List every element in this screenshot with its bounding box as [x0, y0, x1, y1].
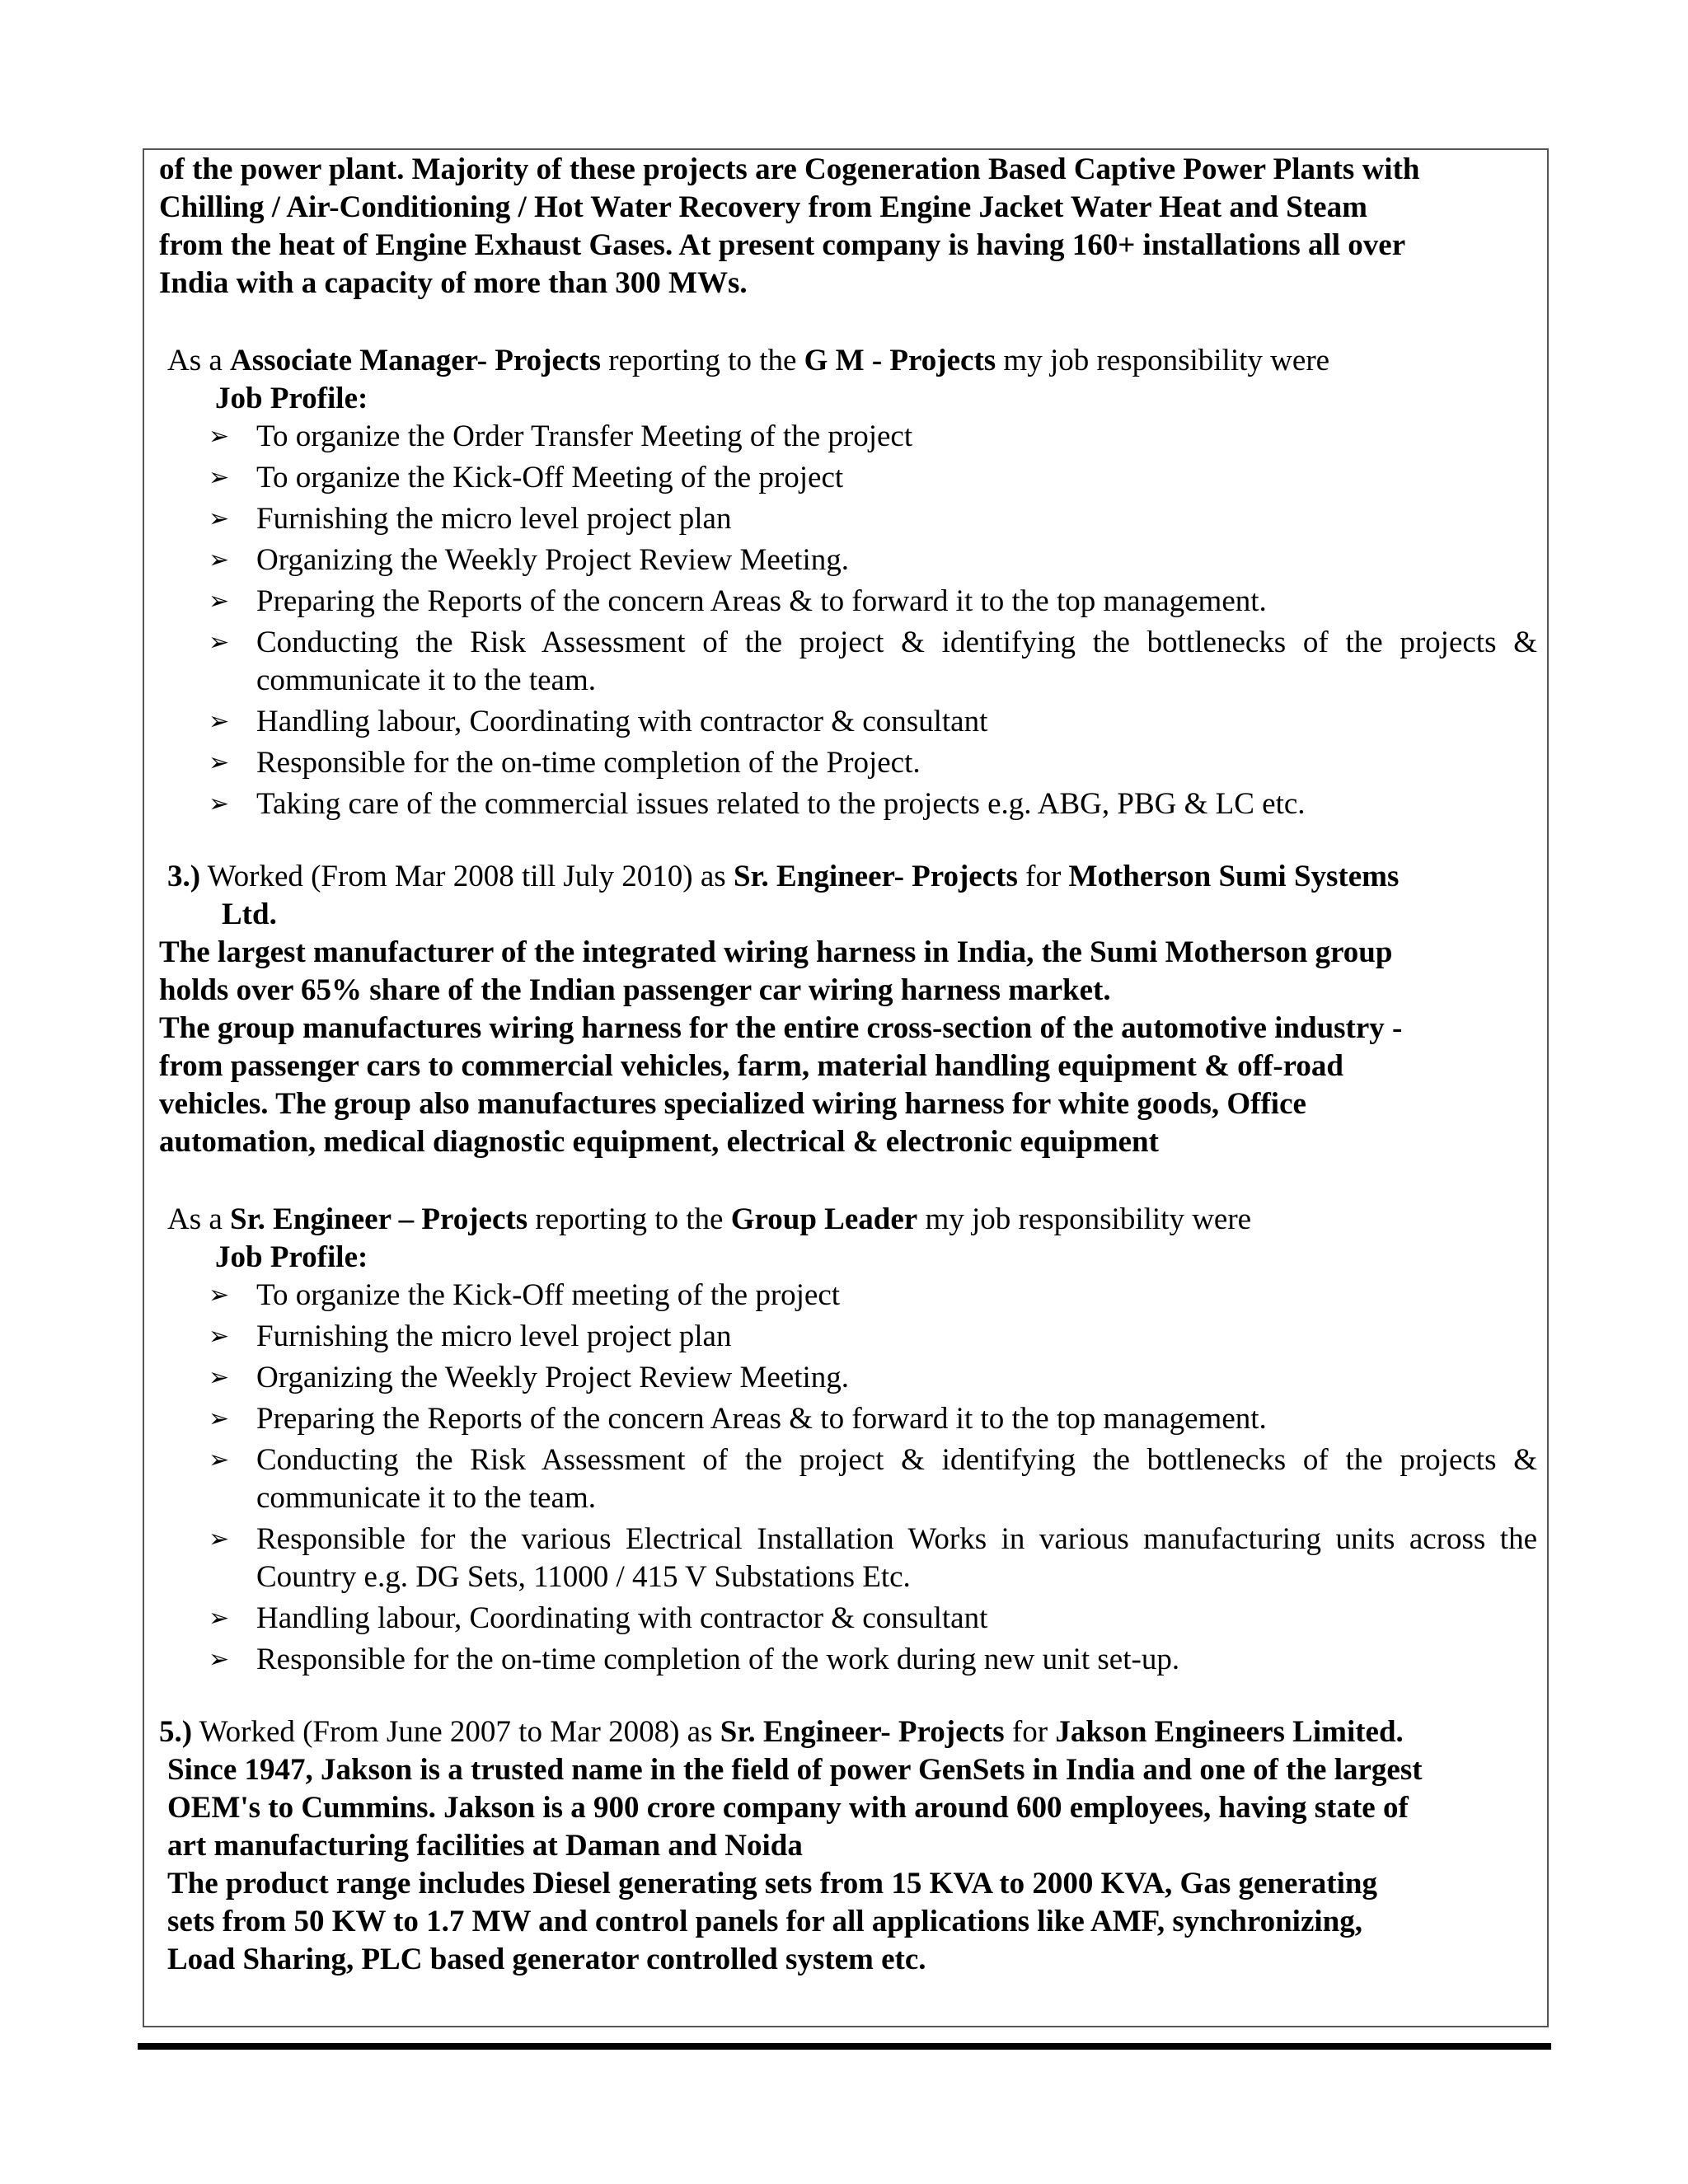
section-title: Sr. Engineer- Projects	[733, 860, 1018, 893]
job-profile-item	[159, 785, 1537, 823]
arrow-bullet-icon: ➢	[209, 1525, 230, 1554]
desc-line: OEM's to Cummins. Jakson is a 900 crore company with around 600 employees, having state of	[167, 1791, 1409, 1825]
role-boss: Group Leader	[730, 1202, 918, 1236]
section-3-description	[159, 934, 1537, 1161]
job-profile-list-1	[159, 418, 1537, 823]
intro-line: from the heat of Engine Exhaust Gases. At present company is having 160+ installations all over	[159, 228, 1406, 262]
job-profile-item-text: Furnishing the micro level project plan	[256, 502, 732, 536]
job-profile-item-text: Organizing the Weekly Project Review Meeting.	[256, 543, 850, 577]
arrow-bullet-icon: ➢	[209, 707, 230, 736]
arrow-bullet-icon: ➢	[209, 1322, 230, 1351]
job-profile-item-text: Taking care of the commercial issues related to the projects e.g. ABG, PBG & LC etc.	[256, 787, 1306, 821]
arrow-bullet-icon: ➢	[209, 1604, 230, 1633]
job-profile-item	[159, 1521, 1537, 1596]
role-mid: reporting to the	[601, 344, 804, 377]
role-suffix: my job responsibility were	[996, 344, 1330, 377]
section-5-heading	[159, 1713, 1537, 1751]
job-profile-item	[159, 1400, 1537, 1438]
section-number: 5.)	[159, 1715, 193, 1749]
job-profile-item	[159, 459, 1537, 497]
role-boss: G M - Projects	[804, 344, 996, 377]
arrow-bullet-icon: ➢	[209, 790, 230, 818]
job-profile-item-text: Responsible for the various Electrical Installation Works in various manufacturing units across the Country e.g. DG Sets, 11000 / 415 V Substations Etc.	[256, 1522, 1537, 1594]
job-profile-item	[159, 703, 1537, 741]
job-profile-item-text: Conducting the Risk Assessment of the project & identifying the bottlenecks of the projects & communicate it to the team.	[256, 626, 1537, 697]
arrow-bullet-icon: ➢	[209, 1404, 230, 1433]
role-mid: reporting to the	[528, 1202, 731, 1236]
section-text: Worked (From June 2007 to Mar 2008) as	[192, 1715, 720, 1749]
company-name: Jakson Engineers Limited.	[1055, 1715, 1404, 1749]
arrow-bullet-icon: ➢	[209, 422, 230, 451]
company-name: Motherson Sumi Systems	[1068, 860, 1400, 893]
section-3-heading	[159, 858, 1537, 934]
desc-line: holds over 65% share of the Indian passenger car wiring harness market.	[159, 973, 1111, 1007]
job-profile-item	[159, 744, 1537, 782]
role-title: Associate Manager- Projects	[230, 344, 602, 377]
desc-line: vehicles. The group also manufactures specialized wiring harness for white goods, Office	[159, 1087, 1306, 1121]
desc-line: from passenger cars to commercial vehicles, farm, material handling equipment & off-road	[159, 1049, 1343, 1083]
job-profile-item	[159, 1441, 1537, 1517]
job-profile-item-text: To organize the Order Transfer Meeting of the project	[256, 419, 913, 453]
role-prefix: As a	[167, 1202, 231, 1236]
job-profile-item	[159, 583, 1537, 621]
desc-line: art manufacturing facilities at Daman and Noida	[167, 1829, 803, 1863]
job-profile-item-text: Responsible for the on-time completion of the work during new unit set-up.	[256, 1643, 1180, 1676]
desc-line: sets from 50 KW to 1.7 MW and control panels for all applications like AMF, synchronizing,	[167, 1905, 1362, 1938]
arrow-bullet-icon: ➢	[209, 546, 230, 574]
job-profile-item-text: To organize the Kick-Off meeting of the project	[256, 1278, 841, 1312]
job-profile-item-text: Preparing the Reports of the concern Areas & to forward it to the top management.	[256, 1402, 1267, 1436]
job-profile-item	[159, 1600, 1537, 1638]
desc-line: automation, medical diagnostic equipment, electrical & electronic equipment	[159, 1125, 1159, 1159]
job-profile-item	[159, 1277, 1537, 1315]
desc-line: Since 1947, Jakson is a trusted name in the field of power GenSets in India and one of the largest	[167, 1753, 1423, 1787]
section-title: Sr. Engineer- Projects	[720, 1715, 1005, 1749]
job-profile-item	[159, 541, 1537, 579]
job-profile-heading-1: Job Profile:	[215, 382, 368, 415]
role-statement-1	[159, 342, 1537, 380]
job-profile-item-text: Handling labour, Coordinating with contractor & consultant	[256, 1601, 988, 1635]
job-profile-item-text: Furnishing the micro level project plan	[256, 1319, 732, 1353]
role-statement-2	[159, 1201, 1537, 1239]
arrow-bullet-icon: ➢	[209, 1645, 230, 1674]
arrow-bullet-icon: ➢	[209, 1281, 230, 1310]
arrow-bullet-icon: ➢	[209, 748, 230, 777]
intro-line: Chilling / Air-Conditioning / Hot Water Recovery from Engine Jacket Water Heat and Steam	[159, 190, 1367, 224]
job-profile-list-2	[159, 1277, 1537, 1679]
arrow-bullet-icon: ➢	[209, 628, 230, 657]
job-profile-item	[159, 624, 1537, 700]
arrow-bullet-icon: ➢	[209, 1446, 230, 1474]
role-suffix: my job responsibility were	[917, 1202, 1252, 1236]
page-content	[159, 149, 1537, 1979]
job-profile-item	[159, 1318, 1537, 1356]
job-profile-item-text: Preparing the Reports of the concern Areas & to forward it to the top management.	[256, 584, 1267, 618]
job-profile-item-text: Organizing the Weekly Project Review Meeting.	[256, 1361, 850, 1394]
arrow-bullet-icon: ➢	[209, 587, 230, 616]
job-profile-item	[159, 500, 1537, 538]
intro-line: of the power plant. Majority of these projects are Cogeneration Based Captive Power Plants with	[159, 152, 1420, 186]
job-profile-item	[159, 418, 1537, 456]
role-title: Sr. Engineer – Projects	[230, 1202, 528, 1236]
desc-line: The product range includes Diesel generating sets from 15 KVA to 2000 KVA, Gas generating	[167, 1867, 1377, 1900]
intro-paragraph	[159, 151, 1537, 302]
section-text: Worked (From Mar 2008 till July 2010) as	[200, 860, 734, 893]
section-5-description	[159, 1751, 1537, 1979]
job-profile-item-text: Responsible for the on-time completion of the Project.	[256, 746, 921, 780]
arrow-bullet-icon: ➢	[209, 1363, 230, 1392]
job-profile-item-text: Conducting the Risk Assessment of the project & identifying the bottlenecks of the projects & communicate it to the team.	[256, 1443, 1537, 1515]
desc-line: Load Sharing, PLC based generator controlled system etc.	[167, 1943, 926, 1976]
desc-line: The largest manufacturer of the integrated wiring harness in India, the Sumi Motherson group	[159, 935, 1393, 969]
company-name-cont: Ltd.	[222, 898, 277, 931]
job-profile-item	[159, 1641, 1537, 1679]
arrow-bullet-icon: ➢	[209, 504, 230, 533]
section-number: 3.)	[167, 860, 201, 893]
footer-rule	[138, 2043, 1551, 2050]
section-text: for	[1017, 860, 1069, 893]
desc-line: The group manufactures wiring harness for the entire cross-section of the automotive industry -	[159, 1011, 1403, 1045]
section-text: for	[1004, 1715, 1056, 1749]
role-prefix: As a	[167, 344, 231, 377]
job-profile-item-text: To organize the Kick-Off Meeting of the project	[256, 461, 844, 494]
job-profile-item-text: Handling labour, Coordinating with contractor & consultant	[256, 705, 988, 738]
arrow-bullet-icon: ➢	[209, 463, 230, 492]
intro-line: India with a capacity of more than 300 MWs.	[159, 266, 748, 300]
job-profile-item	[159, 1359, 1537, 1397]
job-profile-heading-2: Job Profile:	[215, 1240, 368, 1274]
